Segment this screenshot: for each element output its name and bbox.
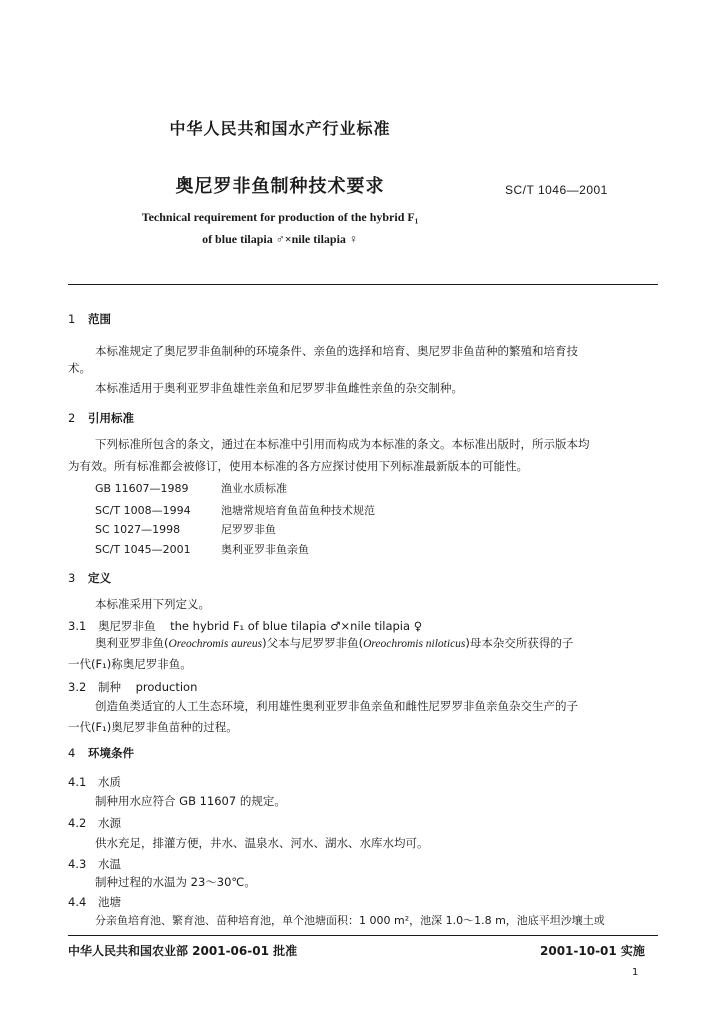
section-number: 2 [68, 411, 76, 425]
definition-3-1-line-1: 奥利亚罗非鱼(Oreochromis aureus)父本与尼罗罗非鱼(Oreochromis niloticus)母本杂交所获得的子 [95, 636, 574, 650]
section-1-para-2: 本标准适用于奥利亚罗非鱼雄性亲鱼和尼罗罗非鱼雌性亲鱼的杂交制种。 [95, 381, 463, 395]
reference-name: 渔业水质标准 [221, 482, 287, 495]
reference-item [95, 502, 375, 518]
subsection-heading [68, 774, 121, 790]
reference-item [95, 521, 276, 537]
reference-name: 池塘常规培育鱼苗鱼种技术规范 [221, 504, 375, 517]
subsection-title: 水源 [98, 816, 121, 830]
subsection-number: 4.4 [68, 895, 87, 909]
definition-3-2-heading [68, 679, 197, 695]
section-title: 环境条件 [88, 746, 134, 760]
reference-name: 尼罗罗非鱼 [221, 523, 276, 536]
section-1-para-1-line-1: 本标准规定了奥尼罗非鱼制种的环境条件、亲鱼的选择和培育、奥尼罗非鱼苗种的繁殖和培育技 [95, 344, 578, 358]
org-title: 中华人民共和国水产行业标准 [169, 119, 391, 138]
section-2-para-line-1: 下列标准所包含的条文，通过在本标准中引用而构成为本标准的条文。本标准出版时，所示版本均 [95, 437, 590, 451]
subsection-title: 池塘 [98, 895, 121, 909]
subsection-number: 4.1 [68, 775, 87, 789]
subsection-text: 制种用水应符合 GB 11607 的规定。 [95, 794, 286, 808]
section-1-para-1-line-2: 术。 [68, 361, 91, 375]
subsection-heading [68, 815, 121, 831]
section-4-heading [68, 745, 134, 761]
section-2-heading [68, 410, 134, 426]
subsection-text: 分亲鱼培育池、繁育池、苗种培育池，单个池塘面积：1 000 m²，池深 1.0～1.8 m，池底平坦沙壤土或 [95, 914, 605, 927]
subsection-number: 3.2 [68, 680, 87, 694]
section-3-intro: 本标准采用下列定义。 [95, 597, 210, 611]
reference-code: SC/T 1045—2001 [95, 543, 191, 556]
page-number: 1 [632, 967, 639, 978]
header-divider [68, 284, 658, 285]
section-title: 范围 [88, 312, 111, 326]
section-1-heading [68, 311, 111, 327]
subsection-title: 水质 [98, 775, 121, 789]
definition-term: 制种 [98, 680, 121, 694]
definition-3-2-line-1: 创造鱼类适宜的人工生态环境，利用雄性奥利亚罗非鱼亲鱼和雌性尼罗罗非鱼亲鱼杂交生产的子 [95, 699, 578, 713]
definition-term: 奥尼罗非鱼 [98, 619, 156, 633]
doc-title: 奥尼罗非鱼制种技术要求 [175, 176, 385, 197]
subsection-text: 制种过程的水温为 23～30℃。 [95, 875, 256, 889]
section-number: 4 [68, 746, 76, 760]
section-3-heading [68, 570, 111, 586]
footer-divider [68, 935, 658, 936]
section-title: 引用标准 [88, 411, 134, 425]
definition-3-1-line-2: 一代(F₁)称奥尼罗非鱼。 [68, 657, 192, 671]
section-title: 定义 [88, 571, 111, 585]
subsection-number: 3.1 [68, 619, 87, 633]
issuer-approval: 中华人民共和国农业部 2001-06-01 批准 [68, 944, 298, 958]
subsection-number: 4.2 [68, 816, 87, 830]
reference-code: SC/T 1008—1994 [95, 504, 191, 517]
doc-code: SC/T 1046—2001 [505, 183, 608, 197]
section-number: 1 [68, 312, 76, 326]
reference-item [95, 480, 287, 496]
english-title-line-1: Technical requirement for production of the hybrid F₁ [141, 210, 419, 224]
latin-name: Oreochromis niloticus [363, 638, 466, 650]
latin-name: Oreochromis aureus [168, 638, 263, 650]
section-2-para-line-2: 为有效。所有标准都会被修订，使用本标准的各方应探讨使用下列标准最新版本的可能性。 [68, 459, 528, 473]
definition-english: production [135, 680, 198, 694]
subsection-text: 供水充足，排灌方便，井水、温泉水、河水、湖水、水库水均可。 [95, 836, 429, 850]
section-number: 3 [68, 571, 76, 585]
reference-item [95, 541, 309, 557]
definition-3-2-line-2: 一代(F₁)奥尼罗非鱼苗种的过程。 [68, 720, 238, 734]
subsection-heading [68, 856, 121, 872]
subsection-number: 4.3 [68, 857, 87, 871]
english-title-line-2: of blue tilapia ♂×nile tilapia ♀ [202, 232, 358, 246]
implementation-date: 2001-10-01 实施 [540, 944, 645, 958]
reference-code: GB 11607—1989 [95, 482, 189, 495]
reference-code: SC 1027—1998 [95, 523, 181, 536]
subsection-title: 水温 [98, 857, 121, 871]
reference-name: 奥利亚罗非鱼亲鱼 [221, 543, 309, 556]
subsection-heading [68, 894, 121, 910]
definition-english: the hybrid F₁ of blue tilapia ♂×nile tilapia ♀ [170, 619, 423, 633]
